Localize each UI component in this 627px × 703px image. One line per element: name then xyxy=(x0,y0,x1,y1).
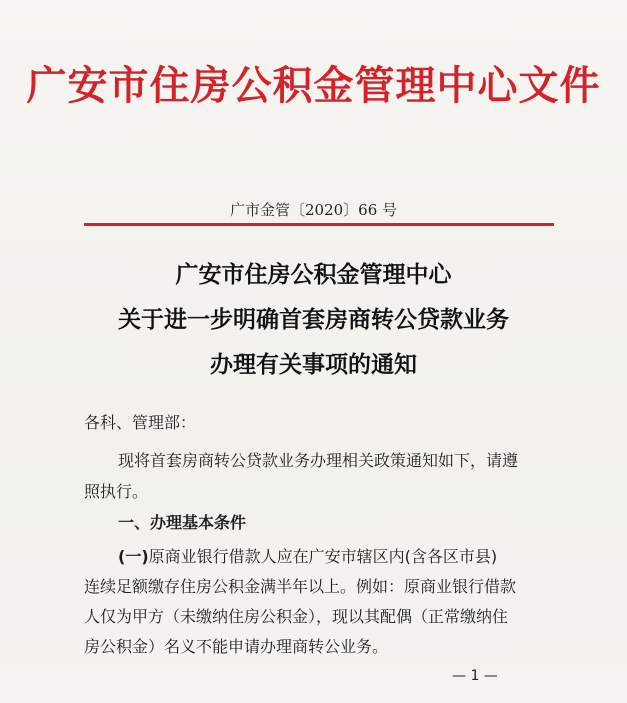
notice-title-line-1: 广安市住房公积金管理中心 xyxy=(175,261,452,288)
item-1-line-1-text: 原商业银行借款人应在广安市辖区内(含各区市县) xyxy=(148,547,498,566)
salutation: 各科、管理部： xyxy=(84,413,197,432)
page-number: — 1 — xyxy=(452,668,498,684)
item-1-line-2: 连续足额缴存住房公积金满半年以上。例如：原商业银行借款 xyxy=(84,577,517,596)
intro-line-1: 现将首套房商转公贷款业务办理相关政策通知如下，请遵 xyxy=(118,451,519,470)
item-1-line-1 xyxy=(118,546,497,568)
item-1-lead: (一) xyxy=(118,547,149,566)
section-1-heading: 一、办理基本条件 xyxy=(118,513,247,532)
document-header-title: 广安市住房公积金管理中心文件 xyxy=(26,62,601,109)
notice-title-line-2: 关于进一步明确首套房商转公贷款业务 xyxy=(118,306,509,333)
notice-title-line-3: 办理有关事项的通知 xyxy=(210,351,417,378)
document-number: 广市金管〔2020〕66 号 xyxy=(229,201,398,219)
header-red-divider xyxy=(84,223,554,226)
item-1-line-4: 房公积金）名义不能申请办理商转公业务。 xyxy=(84,637,389,656)
intro-line-2: 照执行。 xyxy=(84,482,149,501)
item-1-line-3: 人仅为甲方（未缴纳住房公积金），现以其配偶（正常缴纳住 xyxy=(84,607,509,626)
